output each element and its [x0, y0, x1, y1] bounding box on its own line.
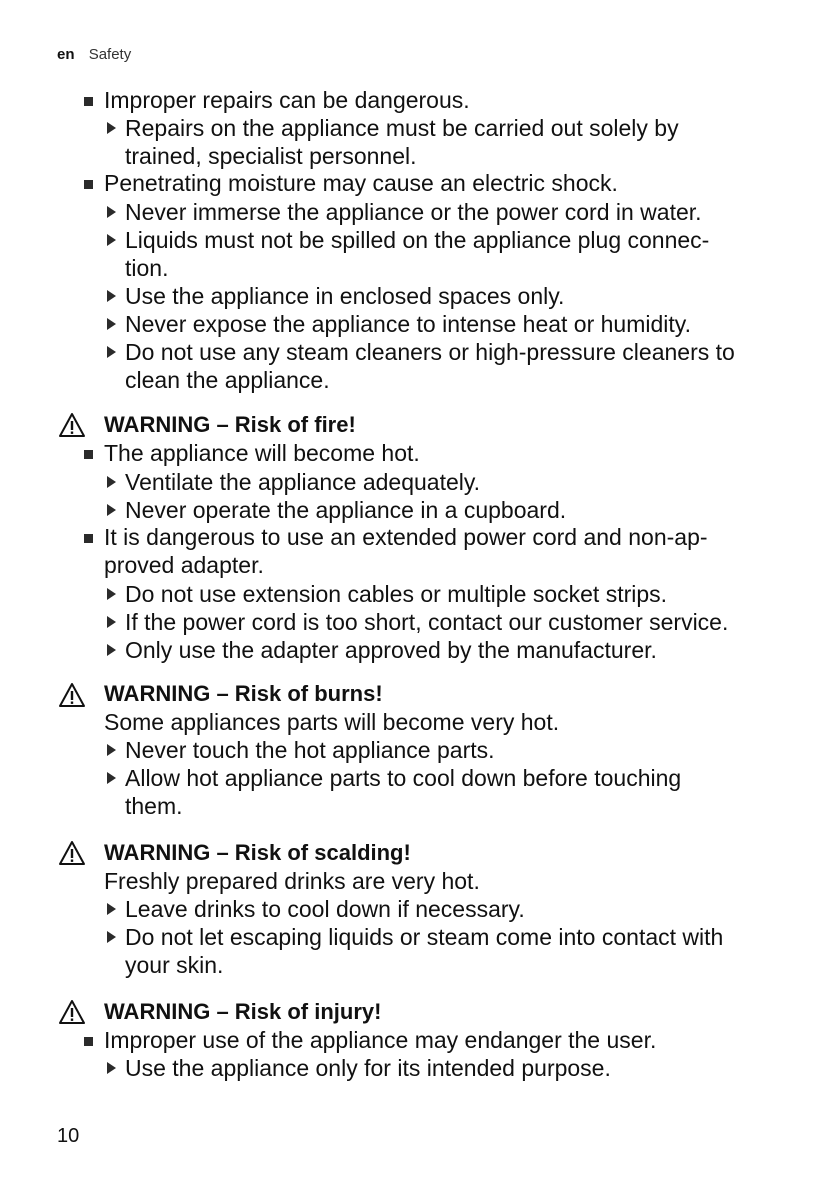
arrow-bullet-icon	[107, 476, 116, 488]
instruction-text: Use the appliance in enclosed spaces only.	[125, 283, 565, 309]
instruction-text: Never operate the appliance in a cupboard.	[125, 497, 567, 523]
warning-intro: Freshly prepared drinks are very hot.	[104, 868, 480, 894]
instruction-text: Repairs on the appliance must be carried out solely by	[125, 115, 679, 141]
warning-title: WARNING – Risk of scalding!	[104, 840, 411, 865]
instruction-text: Liquids must not be spilled on the appliance plug connec-	[125, 227, 710, 253]
arrow-bullet-icon	[107, 644, 116, 656]
instruction-text-cont: clean the appliance.	[125, 367, 330, 393]
bullet-text: Improper use of the appliance may endanger the user.	[104, 1027, 657, 1053]
instruction-text: Do not let escaping liquids or steam come into contact with	[125, 924, 724, 950]
warning-triangle-icon	[58, 840, 86, 866]
arrow-bullet-icon	[107, 903, 116, 915]
warning-title: WARNING – Risk of injury!	[104, 999, 382, 1024]
bullet-square-icon	[84, 180, 93, 189]
instruction-text: Allow hot appliance parts to cool down before touching	[125, 765, 682, 791]
warning-triangle-icon	[58, 682, 86, 708]
instruction-text-cont: them.	[125, 793, 183, 819]
instruction-text: Never expose the appliance to intense heat or humidity.	[125, 311, 691, 337]
bullet-text-cont: proved adapter.	[104, 552, 264, 578]
bullet-text: Improper repairs can be dangerous.	[104, 87, 470, 113]
bullet-text: The appliance will become hot.	[104, 440, 420, 466]
instruction-text: Use the appliance only for its intended purpose.	[125, 1055, 611, 1081]
arrow-bullet-icon	[107, 346, 116, 358]
instruction-text: If the power cord is too short, contact our customer service.	[125, 609, 729, 635]
arrow-bullet-icon	[107, 122, 116, 134]
warning-triangle-icon	[58, 999, 86, 1025]
page-header	[57, 46, 131, 63]
section-name: Safety	[88, 46, 132, 63]
arrow-bullet-icon	[107, 588, 116, 600]
bullet-text: It is dangerous to use an extended power cord and non-ap-	[104, 524, 708, 550]
warning-triangle-icon	[58, 412, 86, 438]
instruction-text-cont: trained, specialist personnel.	[125, 143, 417, 169]
arrow-bullet-icon	[107, 931, 116, 943]
instruction-text: Do not use extension cables or multiple socket strips.	[125, 581, 668, 607]
page-number: 10	[57, 1125, 80, 1147]
bullet-text: Penetrating moisture may cause an electric shock.	[104, 170, 618, 196]
arrow-bullet-icon	[107, 744, 116, 756]
warning-title: WARNING – Risk of fire!	[104, 412, 356, 437]
bullet-square-icon	[84, 1037, 93, 1046]
arrow-bullet-icon	[107, 318, 116, 330]
bullet-square-icon	[84, 534, 93, 543]
bullet-square-icon	[84, 97, 93, 106]
arrow-bullet-icon	[107, 1062, 116, 1074]
instruction-text: Do not use any steam cleaners or high-pressure cleaners to	[125, 339, 735, 365]
instruction-text: Never touch the hot appliance parts.	[125, 737, 495, 763]
instruction-text-cont: your skin.	[125, 952, 224, 978]
instruction-text: Only use the adapter approved by the manufacturer.	[125, 637, 657, 663]
arrow-bullet-icon	[107, 772, 116, 784]
warning-title: WARNING – Risk of burns!	[104, 681, 383, 706]
arrow-bullet-icon	[107, 290, 116, 302]
arrow-bullet-icon	[107, 504, 116, 516]
instruction-text: Never immerse the appliance or the power cord in water.	[125, 199, 702, 225]
arrow-bullet-icon	[107, 616, 116, 628]
instruction-text: Ventilate the appliance adequately.	[125, 469, 481, 495]
arrow-bullet-icon	[107, 206, 116, 218]
arrow-bullet-icon	[107, 234, 116, 246]
instruction-text: Leave drinks to cool down if necessary.	[125, 896, 525, 922]
warning-intro: Some appliances parts will become very hot.	[104, 709, 560, 735]
language-code: en	[57, 46, 75, 63]
instruction-text-cont: tion.	[125, 255, 169, 281]
bullet-square-icon	[84, 450, 93, 459]
